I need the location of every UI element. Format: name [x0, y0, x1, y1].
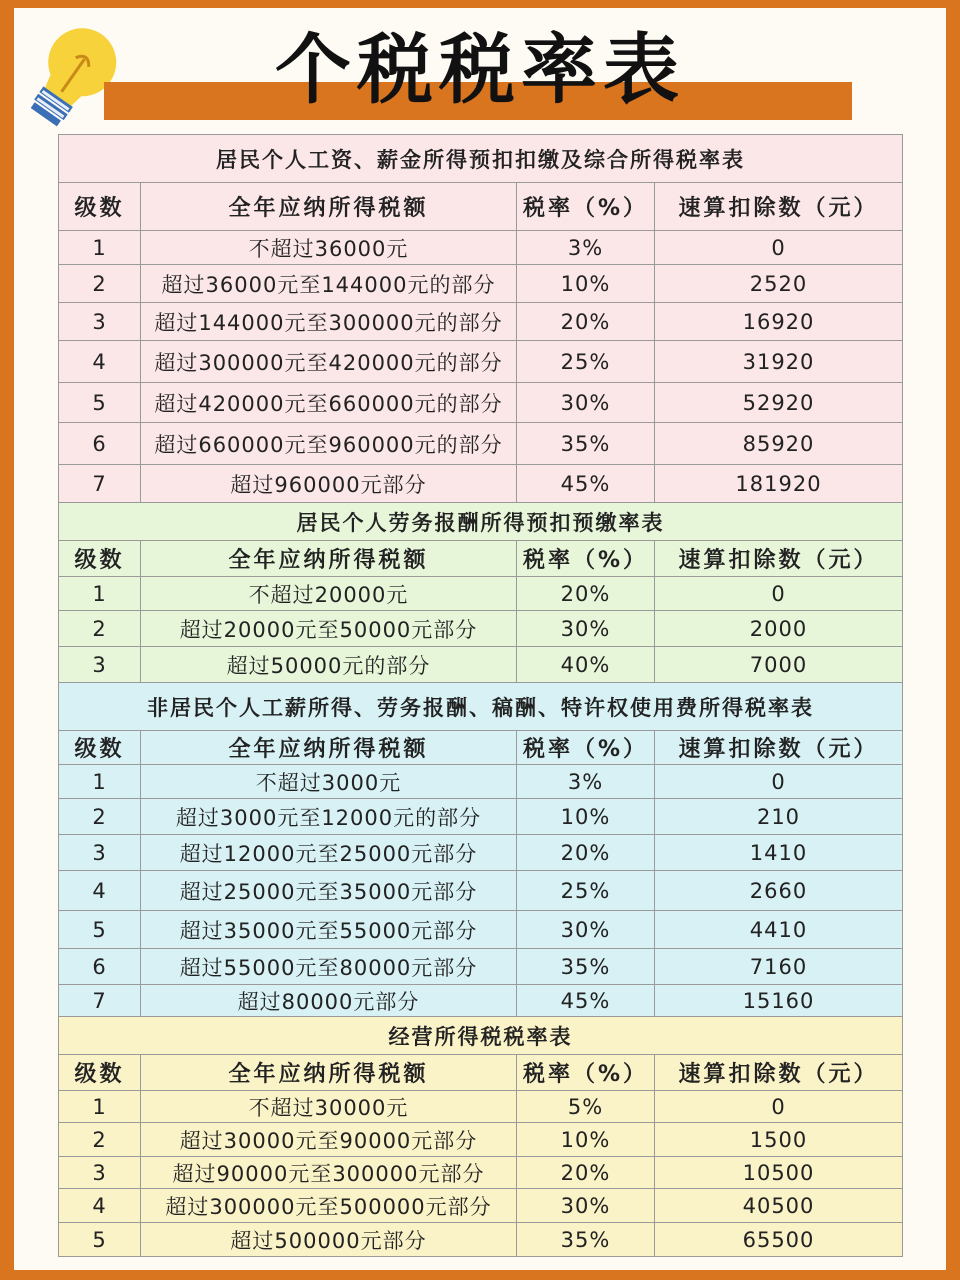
income-range-cell: 超过25000元至35000元部分	[141, 871, 517, 911]
income-range-cell: 不超过20000元	[141, 577, 517, 611]
section-title-row	[59, 683, 903, 731]
section-title: 经营所得税税率表	[59, 1017, 903, 1055]
level-cell: 4	[59, 341, 141, 383]
quick-deduction-cell: 0	[655, 765, 903, 799]
section-title-row	[59, 503, 903, 541]
table-row	[59, 423, 903, 465]
level-cell: 5	[59, 911, 141, 949]
quick-deduction-cell: 2660	[655, 871, 903, 911]
level-cell: 3	[59, 303, 141, 341]
level-cell: 7	[59, 465, 141, 503]
tax-rate-cell: 35%	[517, 1223, 655, 1257]
table-row	[59, 985, 903, 1017]
income-range-cell: 超过90000元至300000元部分	[141, 1157, 517, 1189]
level-cell: 2	[59, 1123, 141, 1157]
quick-deduction-cell: 31920	[655, 341, 903, 383]
tax-rate-cell: 3%	[517, 231, 655, 265]
quick-deduction-cell: 16920	[655, 303, 903, 341]
income-range-cell: 不超过36000元	[141, 231, 517, 265]
income-range-cell: 超过960000元部分	[141, 465, 517, 503]
level-cell: 1	[59, 231, 141, 265]
tax-rate-cell: 30%	[517, 1189, 655, 1223]
income-range-cell: 超过3000元至12000元的部分	[141, 799, 517, 835]
quick-deduction-cell: 0	[655, 577, 903, 611]
tax-rate-cell: 20%	[517, 835, 655, 871]
header-quick-deduction: 速算扣除数（元）	[655, 541, 903, 577]
table-row	[59, 765, 903, 799]
tax-rate-cell: 45%	[517, 465, 655, 503]
column-header-row	[59, 1055, 903, 1091]
quick-deduction-cell: 40500	[655, 1189, 903, 1223]
tax-rate-cell: 10%	[517, 1123, 655, 1157]
header-taxable-income: 全年应纳所得税额	[141, 731, 517, 765]
table-row	[59, 1189, 903, 1223]
table-row	[59, 265, 903, 303]
level-cell: 6	[59, 949, 141, 985]
header-tax-rate: 税率（%）	[517, 731, 655, 765]
section-title-row	[59, 135, 903, 183]
quick-deduction-cell: 10500	[655, 1157, 903, 1189]
section-title-row	[59, 1017, 903, 1055]
level-cell: 4	[59, 1189, 141, 1223]
level-cell: 5	[59, 383, 141, 423]
tax-rate-cell: 3%	[517, 765, 655, 799]
header-quick-deduction: 速算扣除数（元）	[655, 1055, 903, 1091]
level-cell: 4	[59, 871, 141, 911]
table-row	[59, 835, 903, 871]
income-range-cell: 超过36000元至144000元的部分	[141, 265, 517, 303]
section-title: 居民个人劳务报酬所得预扣预缴率表	[59, 503, 903, 541]
income-range-cell: 不超过3000元	[141, 765, 517, 799]
quick-deduction-cell: 1500	[655, 1123, 903, 1157]
quick-deduction-cell: 2000	[655, 611, 903, 647]
tax-rate-cell: 45%	[517, 985, 655, 1017]
level-cell: 1	[59, 577, 141, 611]
tax-rate-cell: 25%	[517, 871, 655, 911]
table-row	[59, 799, 903, 835]
income-range-cell: 超过55000元至80000元部分	[141, 949, 517, 985]
header-taxable-income: 全年应纳所得税额	[141, 183, 517, 231]
income-range-cell: 超过80000元部分	[141, 985, 517, 1017]
section-title: 居民个人工资、薪金所得预扣扣缴及综合所得税率表	[59, 135, 903, 183]
tax-rate-cell: 25%	[517, 341, 655, 383]
income-range-cell: 超过300000元至500000元部分	[141, 1189, 517, 1223]
tax-rate-cell: 40%	[517, 647, 655, 683]
header-quick-deduction: 速算扣除数（元）	[655, 183, 903, 231]
table-row	[59, 1223, 903, 1257]
header-level: 级数	[59, 1055, 141, 1091]
level-cell: 1	[59, 1091, 141, 1123]
quick-deduction-cell: 15160	[655, 985, 903, 1017]
table-row	[59, 303, 903, 341]
table-row	[59, 949, 903, 985]
table-row	[59, 577, 903, 611]
level-cell: 3	[59, 1157, 141, 1189]
income-range-cell: 超过500000元部分	[141, 1223, 517, 1257]
table-row	[59, 1123, 903, 1157]
table-row	[59, 383, 903, 423]
income-range-cell: 超过12000元至25000元部分	[141, 835, 517, 871]
header-tax-rate: 税率（%）	[517, 183, 655, 231]
header-level: 级数	[59, 541, 141, 577]
tax-rate-cell: 20%	[517, 303, 655, 341]
level-cell: 5	[59, 1223, 141, 1257]
header-level: 级数	[59, 731, 141, 765]
table-row	[59, 341, 903, 383]
tax-rate-cell: 35%	[517, 423, 655, 465]
page-title: 个税税率表	[275, 25, 685, 114]
table-row	[59, 1091, 903, 1123]
header-quick-deduction: 速算扣除数（元）	[655, 731, 903, 765]
income-range-cell: 超过660000元至960000元的部分	[141, 423, 517, 465]
income-range-cell: 超过420000元至660000元的部分	[141, 383, 517, 423]
quick-deduction-cell: 7160	[655, 949, 903, 985]
income-range-cell: 超过35000元至55000元部分	[141, 911, 517, 949]
column-header-row	[59, 541, 903, 577]
header-taxable-income: 全年应纳所得税额	[141, 541, 517, 577]
quick-deduction-cell: 181920	[655, 465, 903, 503]
level-cell: 7	[59, 985, 141, 1017]
quick-deduction-cell: 7000	[655, 647, 903, 683]
level-cell: 6	[59, 423, 141, 465]
tax-rate-cell: 20%	[517, 1157, 655, 1189]
tax-rate-cell: 30%	[517, 383, 655, 423]
table-row	[59, 1157, 903, 1189]
level-cell: 3	[59, 647, 141, 683]
level-cell: 3	[59, 835, 141, 871]
quick-deduction-cell: 85920	[655, 423, 903, 465]
income-range-cell: 超过20000元至50000元部分	[141, 611, 517, 647]
tax-rate-cell: 20%	[517, 577, 655, 611]
tax-rate-cell: 35%	[517, 949, 655, 985]
table-row	[59, 231, 903, 265]
header-tax-rate: 税率（%）	[517, 541, 655, 577]
quick-deduction-cell: 65500	[655, 1223, 903, 1257]
income-range-cell: 超过144000元至300000元的部分	[141, 303, 517, 341]
level-cell: 2	[59, 265, 141, 303]
quick-deduction-cell: 4410	[655, 911, 903, 949]
tax-rate-cell: 10%	[517, 265, 655, 303]
quick-deduction-cell: 52920	[655, 383, 903, 423]
quick-deduction-cell: 2520	[655, 265, 903, 303]
table-row	[59, 647, 903, 683]
table-row	[59, 611, 903, 647]
column-header-row	[59, 183, 903, 231]
table-row	[59, 871, 903, 911]
tax-rate-cell: 5%	[517, 1091, 655, 1123]
table-row	[59, 911, 903, 949]
level-cell: 2	[59, 611, 141, 647]
table-row	[59, 465, 903, 503]
quick-deduction-cell: 1410	[655, 835, 903, 871]
tax-rate-table	[58, 134, 903, 1257]
header-taxable-income: 全年应纳所得税额	[141, 1055, 517, 1091]
section-title: 非居民个人工薪所得、劳务报酬、稿酬、特许权使用费所得税率表	[59, 683, 903, 731]
header-tax-rate: 税率（%）	[517, 1055, 655, 1091]
column-header-row	[59, 731, 903, 765]
quick-deduction-cell: 0	[655, 1091, 903, 1123]
tax-rate-cell: 10%	[517, 799, 655, 835]
income-range-cell: 超过300000元至420000元的部分	[141, 341, 517, 383]
level-cell: 2	[59, 799, 141, 835]
income-range-cell: 不超过30000元	[141, 1091, 517, 1123]
income-range-cell: 超过30000元至90000元部分	[141, 1123, 517, 1157]
tax-rate-cell: 30%	[517, 611, 655, 647]
header-level: 级数	[59, 183, 141, 231]
level-cell: 1	[59, 765, 141, 799]
tax-rate-cell: 30%	[517, 911, 655, 949]
income-range-cell: 超过50000元的部分	[141, 647, 517, 683]
quick-deduction-cell: 0	[655, 231, 903, 265]
quick-deduction-cell: 210	[655, 799, 903, 835]
